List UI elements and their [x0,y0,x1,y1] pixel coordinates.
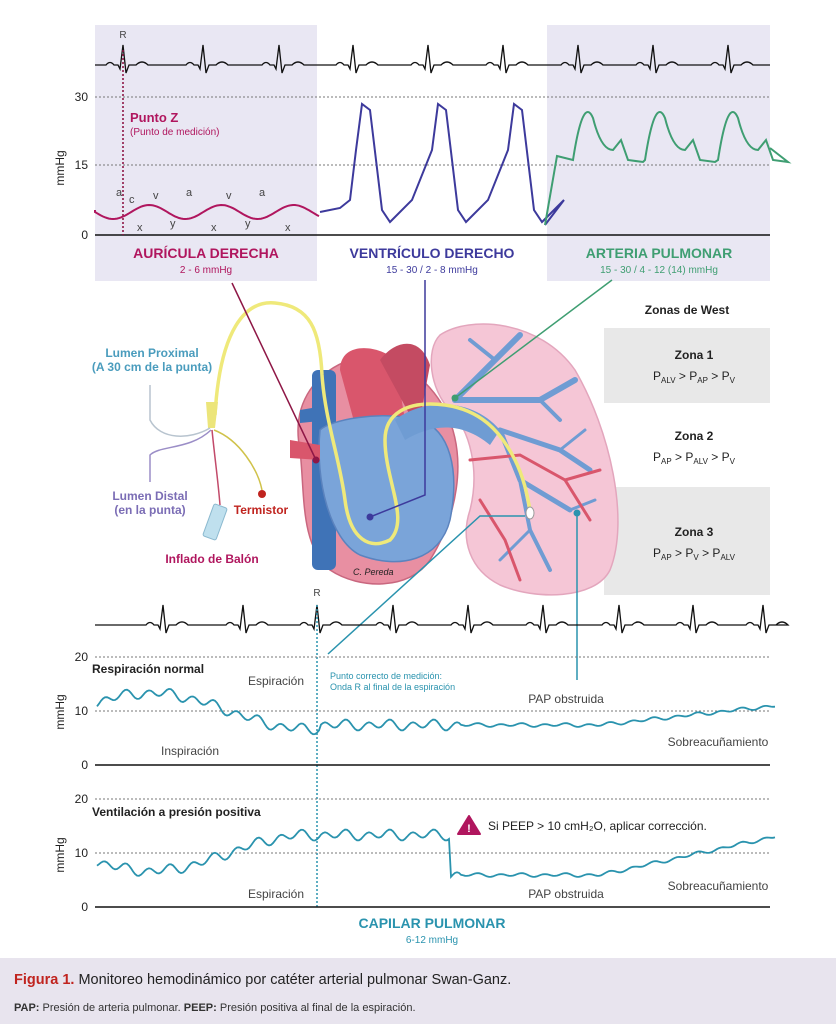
espiracion-2: Espiración [247,887,305,901]
rv-pointer-dot [367,514,374,521]
fn-pap-text: Presión de arteria pulmonar. [42,1002,181,1014]
fn-pap-label: PAP: [14,1002,40,1014]
wave-letter-v2: v [226,190,232,202]
r-label-top: R [119,30,127,41]
punto-correcto-2: Onda R al final de la espiración [330,682,456,692]
caption-text: Monitoreo hemodinámico por catéter arterial pulmonar Swan-Ganz. [78,972,512,988]
vent-title: Ventilación a presión positiva [92,805,261,819]
ra-values: 2 - 6 mmHg [179,265,233,276]
pa-pointer-dot [452,395,459,402]
capilar-values: 6-12 mmHg [405,935,459,946]
pap-obstruida-dot [574,510,581,517]
lumen-distal-label: Lumen Distal [112,489,188,503]
capilar-title: CAPILAR PULMONAR [358,915,506,931]
pap-obstruida-2: PAP obstruida [528,887,604,901]
rv-title: VENTRÍCULO DERECHO [349,245,515,261]
wave-y2: y [245,218,251,230]
termistor-label: Termistor [233,503,289,517]
wave-letter-c: c [129,194,135,206]
ra-pointer-dot [313,457,320,464]
figure-caption [14,972,511,988]
zone-2-name: Zona 2 [674,429,714,443]
signature: C. Pereda [353,567,394,577]
peep-warning: Si PEEP > 10 cmH₂O, aplicar corrección. [488,819,707,833]
ylabel-b: mmHg [53,837,67,873]
zone-1-formula: $P_{ALV} > P_{AP} > P_V$ [653,369,735,385]
inspiracion: Inspiración [160,744,220,758]
ylabel-a: mmHg [53,694,67,730]
pap-obstruida-1: PAP obstruida [528,692,604,706]
lumen-proximal-sub: (A 30 cm de la punta) [91,360,213,374]
termistor-connector [258,490,266,498]
ytick-20b: 20 [74,792,88,806]
punto-z-title: Punto Z [130,110,179,125]
wave-y1: y [170,218,176,230]
zone-2-formula: $P_{AP} > P_{ALV} > P_V$ [653,450,735,466]
ytick-30: 30 [74,90,88,104]
caption-label: Figura 1. [14,972,75,988]
lumen-distal-sub: (en la punta) [114,503,186,517]
figure-footnote [14,1002,416,1014]
zone-3-box [604,487,770,595]
sobreacu-1: Sobreacuñamiento [667,735,769,749]
ytick-20a: 20 [74,650,88,664]
lumen-proximal-label: Lumen Proximal [105,346,199,360]
zone-1-name: Zona 1 [674,348,714,362]
ra-title: AURÍCULA DERECHA [133,245,279,261]
fn-peep-text: Presión positiva al final de la espiración. [219,1002,416,1014]
sobreacu-2: Sobreacuñamiento [667,879,769,893]
resp-title: Respiración normal [92,662,205,676]
west-title: Zonas de West [644,303,730,317]
r-label-bottom: R [313,588,321,599]
ytick-10a: 10 [74,704,88,718]
pa-title: ARTERIA PULMONAR [585,245,733,261]
wave-letter-a3: a [259,187,266,199]
espiracion-1: Espiración [247,674,305,688]
wave-x2: x [211,222,217,234]
wave-letter-v1: v [153,190,159,202]
zone-1-box [604,328,770,403]
ytick-0: 0 [81,228,88,242]
svg-text:!: ! [467,823,471,835]
zone-3-name: Zona 3 [674,525,714,539]
wave-letter-a2: a [186,187,193,199]
zone-3-formula: $P_{AP} > P_V > P_{ALV}$ [653,546,735,562]
punto-correcto-1: Punto correcto de medición: [330,671,443,681]
ra-shade [95,25,317,281]
wave-x3: x [285,222,291,234]
rv-values: 15 - 30 / 2 - 8 mmHg [386,265,478,276]
pa-values: 15 - 30 / 4 - 12 (14) mmHg [600,265,718,276]
ytick-15: 15 [74,158,88,172]
ytick-0a: 0 [81,758,88,772]
ytick-10b: 10 [74,846,88,860]
punto-z-sub: (Punto de medición) [130,127,220,138]
ylabel-top: mmHg [53,150,67,186]
balloon-tip [526,507,534,519]
wave-letter-a1: a [116,187,123,199]
wave-x1: x [137,222,143,234]
fn-peep-label: PEEP: [183,1002,217,1014]
balloon-label: Inflado de Balón [165,552,259,566]
ytick-0b: 0 [81,900,88,914]
caption-area [0,958,836,1024]
